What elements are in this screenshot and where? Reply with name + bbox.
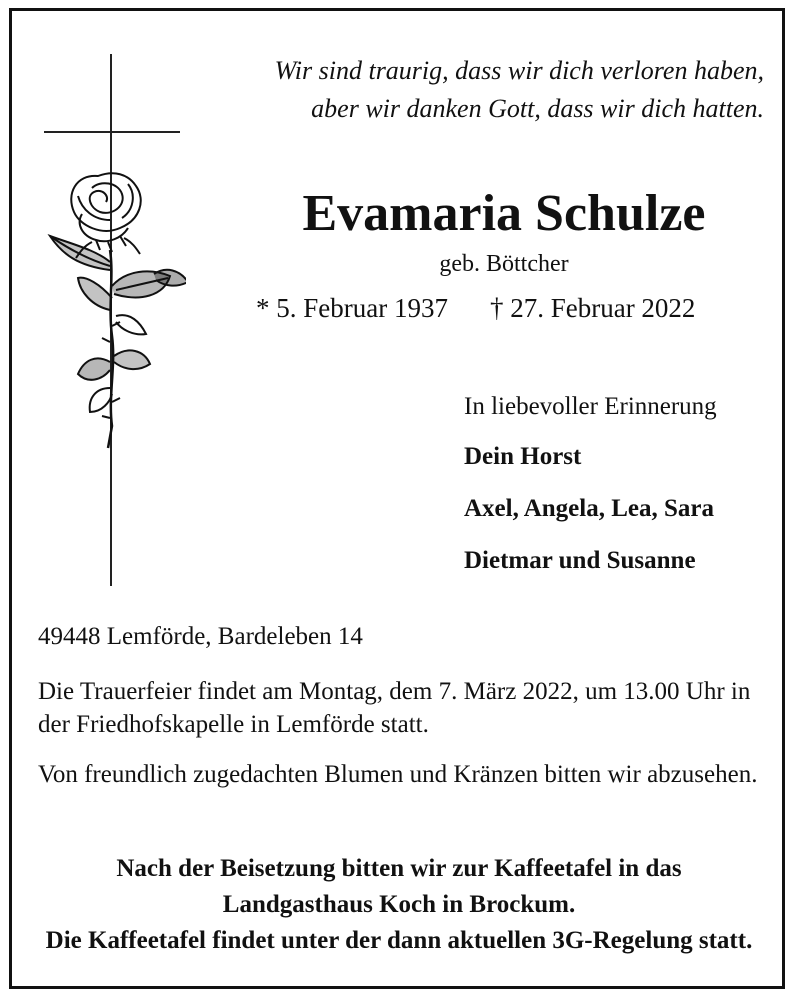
mourners-intro: In liebevoller Erinnerung [464,393,717,420]
cross-horizontal [44,131,180,133]
mourner-line: Dietmar und Susanne [464,547,696,574]
deceased-name: Evamaria Schulze [302,185,706,242]
motto-line-2: aber wir danken Gott, dass wir dich hatten. [311,94,764,123]
closing-line: Die Kaffeetafel findet unter der dann aktuellen 3G-Regelung statt. [45,927,753,954]
mourner-line: Axel, Angela, Lea, Sara [464,495,714,522]
birth-date: * 5. Februar 1937 [256,293,448,323]
death-date: † 27. Februar 2022 [489,293,696,323]
life-dates [256,293,695,324]
closing-line: Landgasthaus Koch in Brockum. [222,891,576,918]
closing-notice [12,851,786,959]
funeral-notice: Die Trauerfeier findet am Montag, dem 7. März 2022, um 13.00 Uhr in der Friedhofskapelle in Lemförde statt. [38,678,751,738]
obituary-frame [9,8,785,989]
mourner-line: Dein Horst [464,443,582,470]
birth-name: geb. Böttcher [439,251,569,277]
address: 49448 Lemförde, Bardeleben 14 [38,623,363,650]
motto-line-1: Wir sind traurig, dass wir dich verloren haben, [274,56,764,85]
closing-line: Nach der Beisetzung bitten wir zur Kaffeetafel in das [116,855,682,882]
flowers-notice: Von freundlich zugedachten Blumen und Kränzen bitten wir abzusehen. [38,761,758,788]
